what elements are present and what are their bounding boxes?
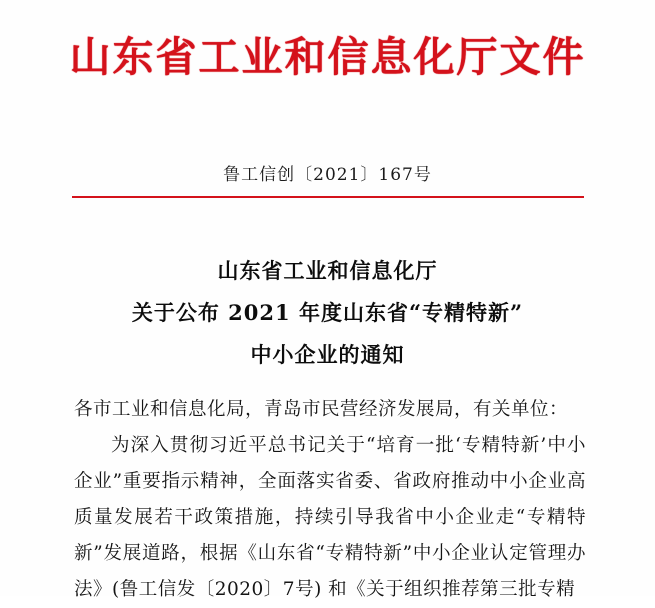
document-paragraph-1: 为深入贯彻习近平总书记关于“培育一批‘专精特新’中小企业”重要指示精神，全面落实省委、省政府推动中小企业高质量发展若干政策措施，持续引导我省中小企业走“专精特新”发展道路，根据《山东省“专精特新”中小企业认定管理办法》(鲁工信发〔2020〕7号) 和《关于组织推荐第三批专精 <box>74 435 586 601</box>
document-masthead-title: 山东省工业和信息化厅文件 <box>69 33 586 81</box>
document-title-line-3: 中小企业的通知 <box>250 342 405 367</box>
document-title-line-2: 关于公布 2021 年度山东省“专精特新” <box>131 300 524 325</box>
document-title-line-1: 山东省工业和信息化厅 <box>217 258 438 283</box>
document-title-block <box>0 250 655 376</box>
document-number: 鲁工信创〔2021〕167号 <box>223 165 432 185</box>
red-divider-rule <box>72 196 584 198</box>
document-recipient-line: 各市工业和信息化局，青岛市民营经济发展局，有关单位： <box>74 399 569 420</box>
document-body <box>74 392 586 608</box>
